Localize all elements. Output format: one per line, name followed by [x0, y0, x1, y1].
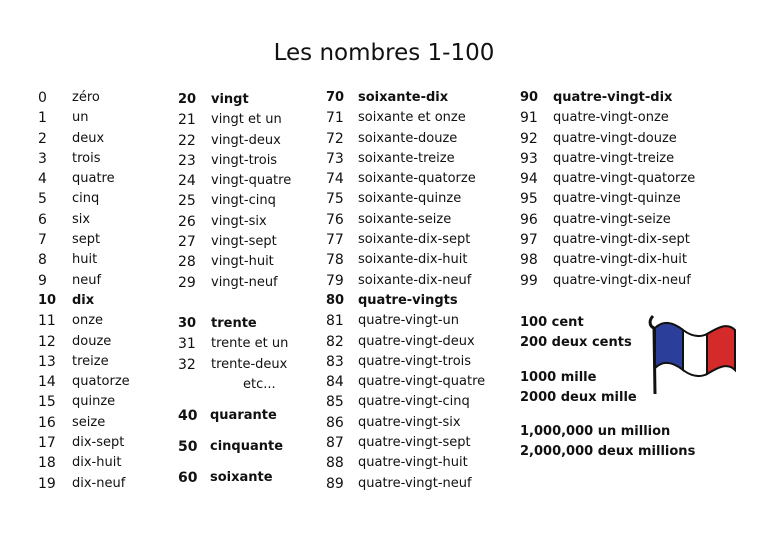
number-word: dix-huit: [72, 455, 122, 471]
number-word: soixante-seize: [358, 211, 452, 227]
number-row-40: [178, 408, 277, 424]
number-word: quatre-vingt-neuf: [358, 475, 472, 491]
number-digit: 91: [520, 110, 538, 127]
number-digit: 97: [520, 232, 538, 249]
number-digit: 40: [178, 408, 198, 424]
number-word: soixante: [210, 470, 273, 485]
number-digit: 84: [326, 374, 344, 391]
number-word: soixante et onze: [358, 110, 466, 126]
number-digit: 74: [326, 171, 344, 188]
number-digit: 2: [38, 130, 47, 147]
flag-blue-stripe: [655, 323, 683, 370]
french-flag-icon: [645, 308, 740, 398]
number-word: quatre-vingt-quinze: [553, 191, 681, 207]
number-word: quatre: [72, 171, 115, 187]
number-word: soixante-treize: [358, 150, 455, 166]
number-digit: 0: [38, 90, 47, 106]
number-digit: 14: [38, 374, 56, 391]
number-word: neuf: [72, 272, 102, 288]
number-digit: 96: [520, 211, 538, 228]
number-digit: 94: [520, 171, 538, 188]
number-digit: 13: [38, 353, 56, 370]
number-word: quatre-vingt-six: [358, 414, 461, 430]
number-digit: 76: [326, 211, 344, 228]
number-word: soixante-quatorze: [358, 171, 476, 187]
number-word: quatre-vingt-dix: [553, 90, 673, 105]
number-word: dix-sept: [72, 435, 125, 451]
number-word: huit: [72, 252, 98, 268]
number-word: treize: [72, 353, 109, 369]
flag-white-stripe: [683, 330, 707, 376]
number-digit: 5: [38, 191, 47, 208]
number-word: quarante: [210, 408, 277, 423]
number-digit: 30: [178, 316, 197, 331]
number-word: trente-deux: [211, 356, 288, 372]
number-digit: 17: [38, 435, 56, 452]
number-digit: 19: [38, 475, 56, 492]
number-digit: 15: [38, 394, 56, 411]
number-word: quatre-vingt-treize: [553, 150, 675, 166]
number-digit: 12: [38, 333, 56, 350]
extra-mille: 1000 mille: [520, 370, 597, 385]
number-digit: 3: [38, 150, 47, 167]
flag-red-stripe: [707, 326, 735, 374]
number-word: quatre-vingt-cinq: [358, 394, 470, 410]
number-word: vingt-sept: [211, 234, 277, 250]
number-word: vingt-deux: [211, 132, 281, 148]
number-row-50: [178, 439, 284, 455]
number-digit: 79: [326, 272, 344, 289]
number-digit: 26: [178, 213, 196, 230]
number-digit: 78: [326, 252, 344, 269]
number-digit: 32: [178, 356, 196, 373]
number-digit: 70: [326, 90, 345, 105]
extra-deux-cents: 200 deux cents: [520, 335, 632, 350]
number-word: dix: [72, 292, 95, 308]
number-digit: 99: [520, 272, 538, 289]
number-word: quatre-vingt-sept: [358, 435, 471, 451]
number-word: vingt-trois: [211, 152, 278, 168]
number-digit: 31: [178, 336, 196, 353]
number-digit: 71: [326, 110, 344, 127]
number-digit: 83: [326, 353, 344, 370]
number-digit: 20: [178, 92, 197, 107]
number-word: quatre-vingt-dix-huit: [553, 252, 687, 268]
number-digit: 28: [178, 254, 196, 271]
number-word: un: [72, 110, 89, 126]
number-digit: 18: [38, 455, 56, 472]
number-digit: 60: [178, 470, 198, 486]
number-digit: 88: [326, 455, 344, 472]
extra-million: 1,000,000 un million: [520, 424, 671, 439]
number-digit: 85: [326, 394, 344, 411]
number-digit: 29: [178, 274, 196, 291]
extra-deux-millions: 2,000,000 deux millions: [520, 444, 696, 459]
number-digit: 81: [326, 313, 344, 330]
number-word: vingt et un: [211, 112, 282, 128]
number-word: quatre-vingt-un: [358, 313, 460, 329]
number-word: quatre-vingt-deux: [358, 333, 475, 349]
number-word: vingt-cinq: [211, 193, 276, 209]
number-word: sept: [72, 232, 101, 248]
number-word: quinze: [72, 394, 116, 410]
number-word: quatre-vingt-dix-neuf: [553, 272, 691, 288]
number-digit: 72: [326, 130, 344, 147]
number-digit: 7: [38, 232, 47, 249]
number-word: soixante-douze: [358, 130, 458, 146]
number-word: trente: [211, 316, 257, 331]
number-word: deux: [72, 130, 105, 146]
number-word: zéro: [72, 90, 100, 105]
number-digit: 1: [38, 110, 47, 127]
number-word: onze: [72, 313, 104, 329]
number-digit: 75: [326, 191, 344, 208]
number-digit: 89: [326, 475, 344, 492]
number-word: soixante-quinze: [358, 191, 462, 207]
number-digit: 93: [520, 150, 538, 167]
number-digit: 82: [326, 333, 344, 350]
number-word: trente et un: [211, 336, 289, 352]
number-word: quatorze: [72, 374, 130, 390]
number-word: vingt-neuf: [211, 274, 278, 290]
number-word: douze: [72, 333, 112, 349]
number-digit: 90: [520, 90, 539, 105]
number-digit: 87: [326, 435, 344, 452]
number-row-60: [178, 470, 273, 486]
number-digit: 98: [520, 252, 538, 269]
number-word: quatre-vingts: [358, 292, 458, 308]
number-digit: 92: [520, 130, 538, 147]
number-digit: 80: [326, 292, 345, 308]
etc-note: etc...: [243, 377, 276, 392]
number-word: vingt-quatre: [211, 173, 292, 189]
number-digit: 73: [326, 150, 344, 167]
number-word: soixante-dix-neuf: [358, 272, 472, 288]
number-digit: 21: [178, 112, 196, 129]
number-word: soixante-dix-sept: [358, 232, 471, 248]
number-digit: 23: [178, 152, 196, 169]
number-word: quatre-vingt-quatre: [358, 374, 486, 390]
number-digit: 24: [178, 173, 196, 190]
number-word: quatre-vingt-huit: [358, 455, 468, 471]
number-word: quatre-vingt-seize: [553, 211, 671, 227]
number-word: trois: [72, 150, 101, 166]
extra-deux-mille: 2000 deux mille: [520, 390, 637, 405]
number-word: cinquante: [210, 439, 284, 454]
number-word: quatre-vingt-trois: [358, 353, 472, 369]
number-digit: 8: [38, 252, 47, 269]
number-digit: 86: [326, 414, 344, 431]
number-word: quatre-vingt-dix-sept: [553, 232, 690, 248]
number-digit: 4: [38, 171, 47, 188]
number-digit: 11: [38, 313, 56, 330]
page-title: Les nombres 1-100: [273, 40, 495, 66]
number-digit: 27: [178, 234, 196, 251]
number-word: quatre-vingt-onze: [553, 110, 669, 126]
number-word: quatre-vingt-douze: [553, 130, 677, 146]
number-digit: 95: [520, 191, 538, 208]
number-digit: 25: [178, 193, 196, 210]
number-word: vingt: [211, 92, 249, 107]
number-word: vingt-huit: [211, 254, 274, 270]
number-digit: 22: [178, 132, 196, 149]
number-word: dix-neuf: [72, 475, 126, 491]
number-word: cinq: [72, 191, 100, 207]
number-digit: 9: [38, 272, 47, 289]
number-digit: 77: [326, 232, 344, 249]
number-word: vingt-six: [211, 213, 267, 229]
number-word: six: [72, 211, 91, 227]
extra-cent: 100 cent: [520, 315, 584, 330]
number-digit: 16: [38, 414, 56, 431]
number-digit: 10: [38, 292, 57, 308]
number-word: soixante-dix-huit: [358, 252, 468, 268]
number-digit: 50: [178, 439, 198, 455]
number-word: quatre-vingt-quatorze: [553, 171, 696, 187]
number-word: soixante-dix: [358, 90, 449, 105]
number-digit: 6: [38, 211, 47, 228]
number-word: seize: [72, 414, 106, 430]
